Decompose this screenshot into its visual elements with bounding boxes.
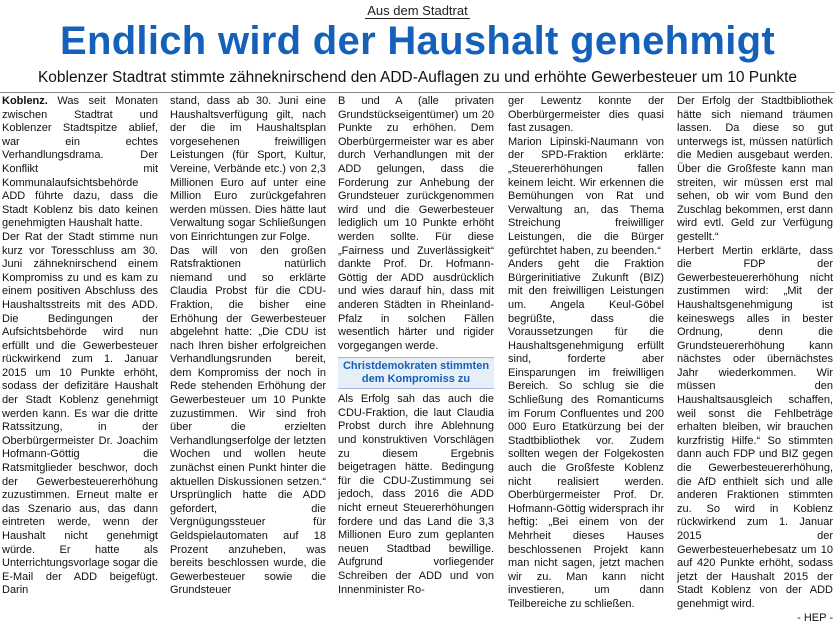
- paragraph: Marion Lipinski-Naumann von der SPD-Fraktion erklärte: „Steuererhöhungen fallen keinem leicht. Wir erkennen die Bemühungen von Rat und Verwaltung an, das Thema Streichung freiwilliger Leistungen, die die Bürger gefürchtet haben, zu beenden.“: [508, 135, 664, 257]
- article-column-5: [677, 95, 833, 624]
- paragraph-text: Was seit Monaten zwischen Stadtrat und Koblenzer Stadtspitze ablief, war ein echtes Verhandlungsdrama. Der Konflikt mit Kommunalaufsichtsbehörde ADD führte dazu, dass die Stadt Koblenz bis dato keinen genehmigten Haushalt hatte.: [2, 95, 158, 230]
- dateline: Koblenz.: [2, 95, 48, 107]
- article-column-4: [508, 95, 664, 610]
- author-signature: - HEP -: [797, 611, 833, 624]
- paragraph: [2, 95, 158, 231]
- article-column-3: [338, 95, 494, 596]
- paragraph: ger Lewentz konnte der Oberbürgermeister dies quasi fast zusagen.: [508, 95, 664, 135]
- paragraph: Anders geht die Fraktion Bürgerinitiative Zukunft (BIZ) mit den freiwilligen Leistungen um. Angela Keul-Göbel begrüßte, dass die Voraussetzungen für die Haushaltsgenehmigung erfüllt sind, forderte aber Einsparungen im freiwilligen Bereich. So schlug sie die Schließung des Romanticums im Forum Confluentes und 200 000 Euro Etatkürzung bei der Stadtbibliothek vor. Zudem sollten wegen der Folgekosten auch die Großfeste Koblenz nicht realisiert werden. Oberbürgermeister Prof. Dr. Hofmann-Göttig widersprach ihr heftig: „Bei einem von der Mehrheit dieses Hauses beschlossenen Projekt kann man nicht sagen, jetzt machen wir zu. Man kann nicht investieren, um dann Teilbereiche zu schließen.: [508, 258, 664, 610]
- paragraph: B und A (alle privaten Grundstückseigentümer) um 20 Punkte zu erhöhen. Dem Oberbürgermeister war es aber durch Verhandlungen mit der ADD gelungen, dass die Forderung zur Anhebung der Grundsteuer zurückgenommen wird und die Gewerbesteuer lediglich um 10 Punkte erhöht werden sollte. Für diese „Fairness und Zuverlässigkeit“ dankte Prof. Dr. Hofmann-Göttig der ADD ausdrücklich und wies darauf hin, dass mit anderen Städten in Rheinland-Pfalz in solchen Fällen wesentlich härter und rigider vorgegangen werde.: [338, 95, 494, 352]
- paragraph: Das will von den großen Ratsfraktionen natürlich niemand und so erklärte Claudia Probst für die CDU-Fraktion, die bisher eine Erhöhung der Gewerbesteuer abgelehnt hatte: „Die CDU ist nach Ihren bisher erfolgreichen Verhandlungsrunden bereit, dem Kompromiss der noch in Rede stehenden Erhöhung der Gewerbesteuer um 10 Punkte zuzustimmen. Wir sind froh über die erzielten Verhandlungserfolge der letzten Wochen und wollen heute zunächst einen Punkt hinter die aktuellen Diskussionen setzen.“ Ursprünglich hatte die ADD gefordert, die Vergnügungssteuer für Geldspielautomaten auf 18 Prozent anzuheben, was bereits beschlossen wurde, die Gewerbesteuer sowie die Grundsteuer: [170, 244, 326, 597]
- section-kicker-text: Aus dem Stadtrat: [367, 3, 468, 18]
- section-kicker: [0, 3, 835, 18]
- header-divider: [0, 92, 835, 93]
- paragraph: Der Rat der Stadt stimme nun kurz vor Toresschluss am 30. Juni zähneknirschend einem Kompromiss zu und es kam zu einem positiven Abschluss des Haushaltsstreits mit des ADD. Die Bedingungen der Aufsichtsbehörde wird nun erfüllt und die Gewerbesteuer rückwirkend zum 1. Januar 2015 um 10 Punkte erhöht, sodass der defizitäre Haushalt der Stadt Koblenz genehmigt werden kann. Es war die dritte Ratssitzung, in der Oberbürgermeister Dr. Joachim Hofmann-Göttig die Ratsmitglieder beschwor, doch der Gewerbesteuererhöhung zuzustimmen. Erneut malte er das Szenario aus, das dann eintreten werde, wenn der Haushalt nicht genehmigt würde. Er hatte als Unterrichtungsvorlage sogar die E-Mail der ADD beigefügt. Darin: [2, 230, 158, 597]
- article-subheadline: Koblenzer Stadtrat stimmte zähneknirschend den ADD-Auflagen zu und erhöhte Gewerbesteuer um 10 Punkte: [37, 69, 798, 86]
- article-column-2: [170, 95, 326, 597]
- section-subheading: Christdemokraten stimmten dem Kompromiss zu: [338, 357, 494, 389]
- article-column-1: [2, 95, 158, 597]
- paragraph: stand, dass ab 30. Juni eine Haushaltsverfügung gilt, nach der die im Haushaltsplan vorgesehenen freiwilligen Leistungen (für Sport, Kultur, Vereine, Verbände etc.) von 2,3 Millionen Euro auf unter eine Million Euro zurückgefahren werden müssen. Dies hätte laut Verwaltung sogar Schließungen von Einrichtungen zur Folge.: [170, 95, 326, 243]
- paragraph: Der Erfolg der Stadtbibliothek hätte sich niemand träumen lassen. Da diese so gut unterwegs ist, müssen natürlich die Medien ausgebaut werden. Über die Großfeste kann man streiten, wir müssen erst mal sehen, ob wir vom Bund den Zuschlag bekommen, erst dann wird evtl. Geld zur Verfügung gestellt.“: [677, 95, 833, 243]
- paragraph: Als Erfolg sah das auch die CDU-Fraktion, die laut Claudia Probst durch ihre Ablehnung und konstruktiven Vorschlägen zu diesem Ergebnis beigetragen hätte. Bedingung für die CDU-Zustimmung sei jedoch, dass 2016 die ADD nicht erneut Steuererhöhungen fordere und das Land die 3,3 Millionen Euro zum geplanten neuen Stadtbad bewillige. Aufgrund vorliegender Schreiben der ADD und von Innenminister Ro-: [338, 393, 494, 596]
- article-headline: Endlich wird der Haushalt genehmigt: [59, 19, 776, 63]
- paragraph: Herbert Mertin erklärte, dass die FDP der Gewerbesteuererhöhung nicht zustimmen wird: „Mit der Haushaltsgenehmigung ist keineswegs alles in bester Ordnung, denn die Grundsteuererhöhung kann nächstes oder übernächstes Jahr wiederkommen. Wir müssen den Haushaltsausgleich schaffen, weil sonst die Fehlbeträge erhalten bleiben, wir brauchen kurzfristig Hilfe.“ So stimmten dann auch FDP und BIZ gegen die Gewerbesteuererhöhung, die AfD enthielt sich und alle anderen Fraktionen stimmten zu. So wird in Koblenz rückwirkend zum 1. Januar 2015 der Gewerbesteuerhebesatz um 10 auf 420 Punkte erhöht, sodass jetzt der Haushalt 2015 der Stadt Koblenz von der ADD genehmigt wird.: [677, 244, 833, 610]
